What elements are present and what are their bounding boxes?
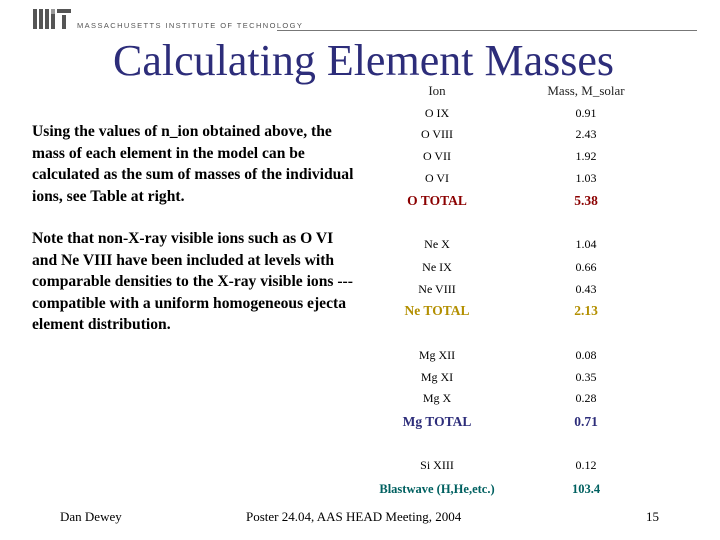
table-row-mass: 0.12: [575, 458, 597, 472]
table-row-ion: Si XIII: [420, 458, 454, 472]
table-row-mass: 1.04: [575, 237, 597, 251]
blastwave-value: 103.4: [571, 482, 601, 496]
mit-logo-icon: [33, 9, 71, 29]
table-row-ion: O VI: [424, 171, 450, 185]
table-row-mass: 1.92: [575, 149, 597, 163]
table-header-ion: Ion: [428, 83, 446, 98]
table-row-mass: 0.08: [575, 348, 597, 362]
table-row-mass: 0.28: [575, 391, 597, 405]
ne-total-label: Ne TOTAL: [404, 303, 470, 318]
table-row-mass: 0.35: [575, 370, 597, 384]
logo-text: MASSACHUSETTS INSTITUTE OF TECHNOLOGY: [77, 21, 304, 30]
table-row-ion: Ne X: [424, 237, 450, 251]
paragraph-method: Using the values of n_ion obtained above, the mass of each element in the model can be calculated as the sum of masses of the individual ions, see Table at right.: [32, 123, 354, 205]
o-total-value: 5.38: [574, 193, 598, 208]
ne-total-value: 2.13: [574, 303, 598, 318]
table-row-ion: O VII: [422, 149, 452, 163]
o-total-label: O TOTAL: [407, 193, 467, 208]
footer-author: Dan Dewey: [60, 509, 122, 524]
page-number: 15: [646, 509, 659, 524]
table-row-ion: Mg X: [422, 391, 452, 405]
table-row-mass: 2.43: [575, 127, 597, 141]
header-rule: [277, 30, 697, 31]
mit-logo: [33, 9, 304, 31]
table-row-ion: Mg XII: [418, 348, 456, 362]
slide-title: Calculating Element Masses: [113, 36, 614, 85]
blastwave-label: Blastwave (H,He,etc.): [379, 482, 495, 496]
table-row-mass: 0.43: [575, 282, 597, 296]
mg-total-value: 0.71: [574, 414, 598, 429]
mg-total-label: Mg TOTAL: [402, 414, 472, 429]
table-row-ion: O IX: [424, 106, 450, 120]
paragraph-note: Note that non-X-ray visible ions such as O VI and Ne VIII have been included at levels with comparable densities to the X-ray visible ions --- compatible with a uniform homogeneous ejecta element distribution.: [32, 230, 353, 333]
footer-venue: Poster 24.04, AAS HEAD Meeting, 2004: [246, 509, 462, 524]
table-header-mass: Mass, M_solar: [547, 83, 625, 98]
table-row-mass: 0.66: [575, 260, 597, 274]
table-row-ion: O VIII: [420, 127, 454, 141]
table-row-ion: Mg XI: [420, 370, 454, 384]
table-row-ion: Ne VIII: [418, 282, 456, 296]
table-row-ion: Ne IX: [422, 260, 452, 274]
table-row-mass: 1.03: [575, 171, 597, 185]
table-row-mass: 0.91: [575, 106, 597, 120]
